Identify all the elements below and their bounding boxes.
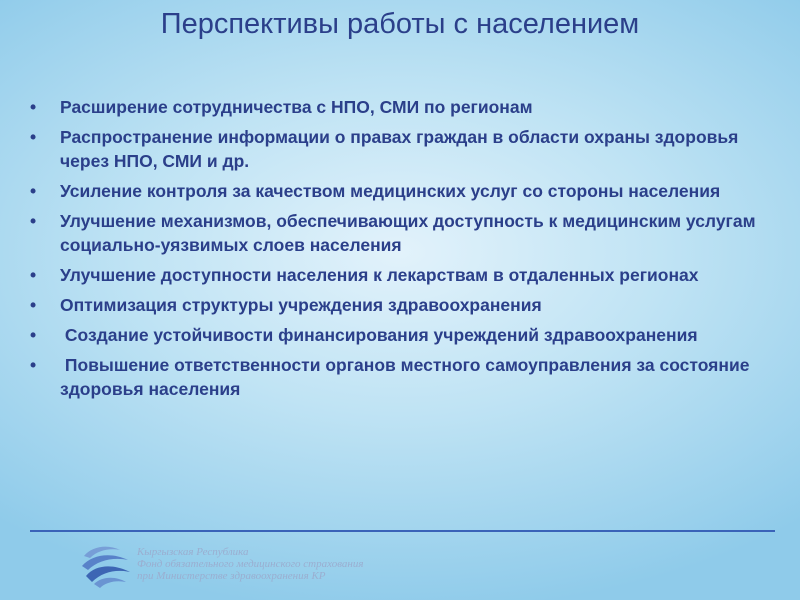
footer-divider <box>30 530 775 532</box>
bullet-dot-icon: • <box>30 265 37 285</box>
bullet-dot-icon: • <box>30 97 37 117</box>
bullet-dot-icon: • <box>30 211 37 231</box>
list-item <box>30 125 780 173</box>
bullet-dot-icon: • <box>30 355 37 375</box>
bullet-text: Усиление контроля за качеством медицинских услуг со стороны населения <box>60 181 721 201</box>
bullet-dot-icon: • <box>30 295 37 315</box>
list-item <box>30 293 780 317</box>
bullet-text: Повышение ответственности органов местного самоуправления за состояние здоровья населения <box>60 355 755 399</box>
bullet-dot-icon: • <box>30 325 37 345</box>
list-item <box>30 95 780 119</box>
list-item <box>30 179 780 203</box>
list-item <box>30 209 780 257</box>
footer-line: Фонд обязательного медицинского страхования <box>137 558 364 570</box>
foms-wave-logo-icon <box>78 542 134 590</box>
bullet-text: Расширение сотрудничества с НПО, СМИ по регионам <box>60 97 533 117</box>
page-title: Перспективы работы с населением <box>160 8 640 40</box>
footer-line: Кыргызская Республика <box>137 546 249 558</box>
footer-organization <box>137 546 364 582</box>
bullet-dot-icon: • <box>30 181 37 201</box>
bullet-text: Улучшение механизмов, обеспечивающих доступность к медицинским услугам социально-уязвимых слоев населения <box>60 211 761 255</box>
bullet-list <box>30 95 780 407</box>
bullet-text: Улучшение доступности населения к лекарствам в отдаленных регионах <box>60 265 699 285</box>
list-item <box>30 323 780 347</box>
footer-line: при Министерстве здравоохранения КР <box>137 570 326 582</box>
list-item <box>30 263 780 287</box>
bullet-text: Создание устойчивости финансирования учреждений здравоохранения <box>60 325 698 345</box>
bullet-text: Распространение информации о правах граждан в области охраны здоровья через НПО, СМИ и др. <box>60 127 744 171</box>
bullet-text: Оптимизация структуры учреждения здравоохранения <box>60 295 542 315</box>
list-item <box>30 353 780 401</box>
bullet-dot-icon: • <box>30 127 37 147</box>
